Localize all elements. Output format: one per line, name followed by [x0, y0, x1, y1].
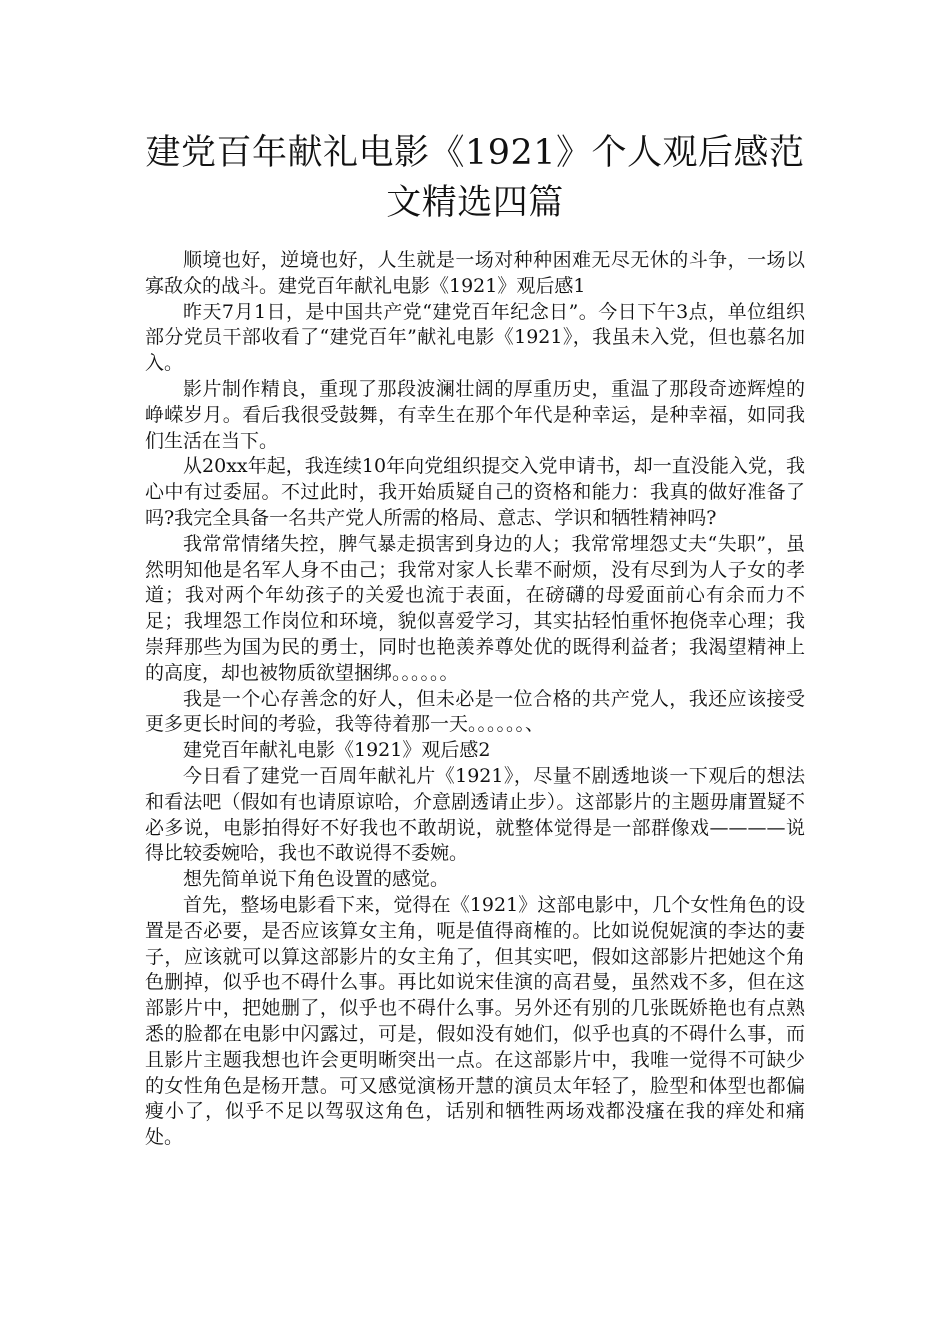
paragraph: 我是一个心存善念的好人，但未必是一位合格的共产党人，我还应该接受更多更长时间的考验，我等待着那一天。。。。。。、 — [145, 687, 805, 736]
document-title — [100, 128, 850, 228]
paragraph: 首先，整场电影看下来，觉得在《1921》这部电影中，几个女性角色的设置是否必要，是否应该算女主角，呃是值得商榷的。比如说倪妮演的李达的妻子，应该就可以算这部影片的女主角了，但其实吧，假如这部影片把她这个角色删掉，似乎也不碍什么事。再比如说宋佳演的高君曼，虽然戏不多，但在这部影片中，把她删了，似乎也不碍什么事。另外还有别的几张既娇艳也有点熟悉的脸都在电影中闪露过，可是，假如没有她们，似乎也真的不碍什么事，而且影片主题我想也许会更明晰突出一点。在这部影片中，我唯一觉得不可缺少的女性角色是杨开慧。可又感觉演杨开慧的演员太年轻了，脸型和体型也都偏瘦小了，似乎不足以驾驭这角色，话别和牺牲两场戏都没瘙在我的痒处和痛处。 — [145, 893, 805, 1149]
section-heading: 建党百年献礼电影《1921》观后感2 — [183, 739, 491, 762]
paragraph: 影片制作精良，重现了那段波澜壮阔的厚重历史，重温了那段奇迹辉煌的峥嵘岁月。看后我很受鼓舞，有幸生在那个年代是种幸运，是种幸福，如同我们生活在当下。 — [145, 377, 805, 452]
document-body — [145, 248, 805, 1151]
paragraph: 顺境也好，逆境也好，人生就是一场对种种困难无尽无休的斗争，一场以寡敌众的战斗。建党百年献礼电影《1921》观后感1 — [145, 249, 805, 297]
paragraph: 我常常情绪失控，脾气暴走损害到身边的人；我常常埋怨丈夫“失职”，虽然明知他是名军人身不由己；我常对家人长辈不耐烦，没有尽到为人子女的孝道；我对两个年幼孩子的关爱也流于表面，在磅礴的母爱面前心有余而力不足；我埋怨工作岗位和环境，貌似喜爱学习，其实拈轻怕重怀抱侥幸心理；我崇拜那些为国为民的勇士，同时也艳羡养尊处优的既得利益者；我渴望精神上的高度，却也被物质欲望捆绑。。。。。。 — [145, 532, 805, 684]
title-line-2: 文精选四篇 — [386, 183, 564, 223]
title-line-1: 建党百年献礼电影《1921》个人观后感范 — [145, 133, 805, 173]
paragraph: 昨天7月1日，是中国共产党“建党百年纪念日”。今日下午3点，单位组织部分党员干部收看了“建党百年”献礼电影《1921》，我虽未入党，但也慕名加入。 — [145, 300, 805, 375]
paragraph: 从20xx年起，我连续10年向党组织提交入党申请书，却一直没能入党，我心中有过委屈。不过此时，我开始质疑自己的资格和能力：我真的做好准备了吗?我完全具备一名共产党人所需的格局、意志、学识和牺牲精神吗? — [145, 455, 805, 529]
paragraph: 今日看了建党一百周年献礼片《1921》，尽量不剧透地谈一下观后的想法和看法吧（假如有也请原谅哈，介意剧透请止步）。这部影片的主题毋庸置疑不必多说，电影拍得好不好我也不敢胡说，就整体觉得是一部群像戏————说得比较委婉哈，我也不敢说得不委婉。 — [145, 764, 805, 865]
paragraph: 想先简单说下角色设置的感觉。 — [183, 868, 450, 891]
